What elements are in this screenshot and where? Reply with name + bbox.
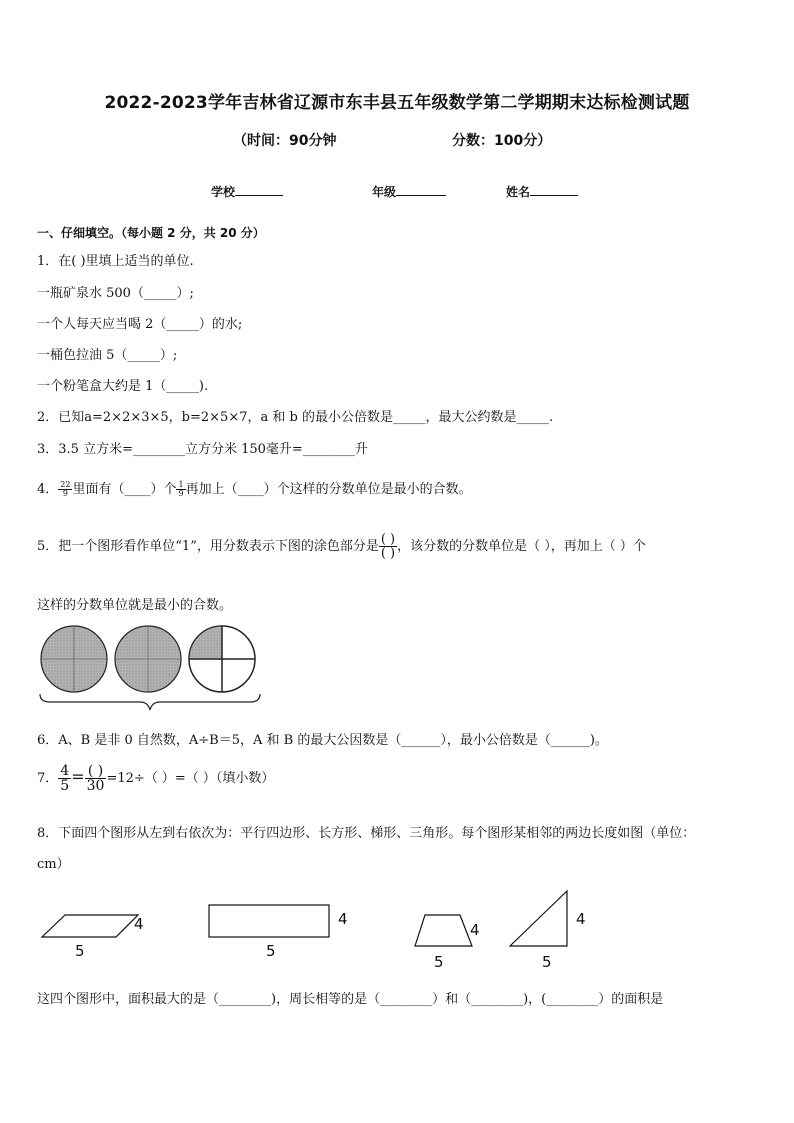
school-blank[interactable] bbox=[235, 183, 283, 196]
grade-label: 年级 bbox=[372, 185, 397, 199]
rectangle-shape bbox=[209, 905, 329, 937]
q5-line1 bbox=[37, 533, 646, 560]
name-field[interactable] bbox=[506, 183, 578, 200]
q7-f1-numerator: 4 bbox=[60, 763, 70, 779]
q5-numerator[interactable]: ( ) bbox=[380, 532, 396, 547]
q4-f1-denominator: 9 bbox=[62, 489, 68, 498]
q1-b: 一个人每天应当喝 2（_____）的水; bbox=[37, 317, 243, 332]
triangle-side-label: 4 bbox=[576, 910, 586, 928]
q7-prefix: 7． bbox=[37, 771, 59, 786]
q4-mid2: 再加上（____）个这样的分数单位是最小的合数。 bbox=[185, 482, 472, 497]
grade-blank[interactable] bbox=[396, 183, 446, 196]
q1-d: 一个粉笔盒大约是 1（_____). bbox=[37, 379, 209, 394]
time-label: （时间：90分钟 bbox=[233, 133, 337, 149]
score-label: 分数：100分） bbox=[452, 133, 552, 149]
grade-field[interactable] bbox=[372, 183, 446, 200]
q7-equals: = bbox=[71, 767, 85, 786]
name-label: 姓名 bbox=[506, 185, 531, 199]
trapezoid-side-label: 4 bbox=[470, 921, 480, 939]
q5-text-a: 5．把一个图形看作单位“1”，用分数表示下图的涂色部分是 bbox=[37, 539, 379, 554]
q4-f2-denominator: 9 bbox=[178, 489, 184, 498]
circles-figure bbox=[36, 622, 268, 714]
q7-f2-numerator[interactable]: ( ) bbox=[85, 764, 107, 779]
q7-rest: =12÷（ ）=（ ）（填小数） bbox=[106, 771, 275, 786]
q4-text bbox=[37, 478, 472, 498]
q1-c: 一桶色拉油 5（_____）; bbox=[37, 348, 178, 363]
q4-f2-numerator: 1 bbox=[178, 480, 184, 489]
q7-fraction-2 bbox=[85, 764, 107, 793]
q4-fraction-2 bbox=[176, 481, 185, 498]
triangle-base-label: 5 bbox=[542, 953, 552, 971]
q8-line1: 8．下面四个图形从左到右依次为：平行四边形、长方形、梯形、三角形。每个图形某相邻的两边长度如图（单位： bbox=[37, 826, 696, 841]
q4-f1-numerator: 22 bbox=[60, 480, 71, 489]
parallelogram-side-label: 4 bbox=[134, 915, 144, 933]
school-field[interactable] bbox=[211, 183, 283, 200]
q5-text-b: ，该分数的分数单位是（ ），再加上（ ）个 bbox=[397, 539, 646, 554]
parallelogram-shape bbox=[42, 915, 138, 937]
q2-text: 2．已知a=2×2×3×5，b=2×5×7，a 和 b 的最小公倍数是_____，最大公约数是_____. bbox=[37, 410, 554, 425]
q6-text: 6．A、B 是非 0 自然数，A÷B＝5，A 和 B 的最大公因数是（______），最小公倍数是（______)。 bbox=[37, 733, 608, 748]
q4-fraction-1 bbox=[58, 481, 72, 498]
name-blank[interactable] bbox=[530, 183, 578, 196]
shapes-figure bbox=[30, 885, 600, 965]
rectangle-base-label: 5 bbox=[266, 942, 276, 960]
trapezoid-shape bbox=[415, 915, 472, 946]
rectangle-side-label: 4 bbox=[338, 910, 348, 928]
triangle-shape bbox=[510, 891, 567, 946]
q8-line3: 这四个图形中，面积最大的是（________)，周长相等的是（________）和（________)，(________）的面积是 bbox=[37, 992, 664, 1007]
q5-denominator[interactable]: ( ) bbox=[380, 546, 396, 561]
school-label: 学校 bbox=[211, 185, 236, 199]
q4-prefix: 4． bbox=[37, 482, 59, 497]
q7-f1-denominator: 5 bbox=[60, 778, 70, 794]
q7-fraction-1 bbox=[58, 764, 71, 793]
q1-stem: 1．在( )里填上适当的单位. bbox=[37, 254, 194, 269]
q7-f2-denominator: 30 bbox=[86, 778, 105, 794]
section-heading: 一、仔细填空。（每小题 2 分，共 20 分） bbox=[37, 226, 265, 240]
circle-2 bbox=[115, 626, 181, 692]
q1-a: 一瓶矿泉水 500（_____）; bbox=[37, 286, 194, 301]
q7-text bbox=[37, 764, 274, 793]
page-title: 2022-2023学年吉林省辽源市东丰县五年级数学第二学期期末达标检测试题 bbox=[104, 93, 690, 113]
q5-line2: 这样的分数单位就是最小的合数。 bbox=[37, 598, 233, 613]
circle-3 bbox=[189, 626, 255, 692]
parallelogram-base-label: 5 bbox=[75, 942, 85, 960]
q8-line2: cm） bbox=[37, 857, 70, 872]
brace bbox=[40, 694, 260, 710]
q5-fraction bbox=[379, 533, 397, 560]
trapezoid-base-label: 5 bbox=[434, 953, 444, 971]
circle-1 bbox=[41, 626, 107, 692]
q4-mid1: 里面有（____）个 bbox=[72, 482, 177, 497]
q3-text: 3．3.5 立方米=________立方分米 150毫升=________升 bbox=[37, 442, 368, 457]
